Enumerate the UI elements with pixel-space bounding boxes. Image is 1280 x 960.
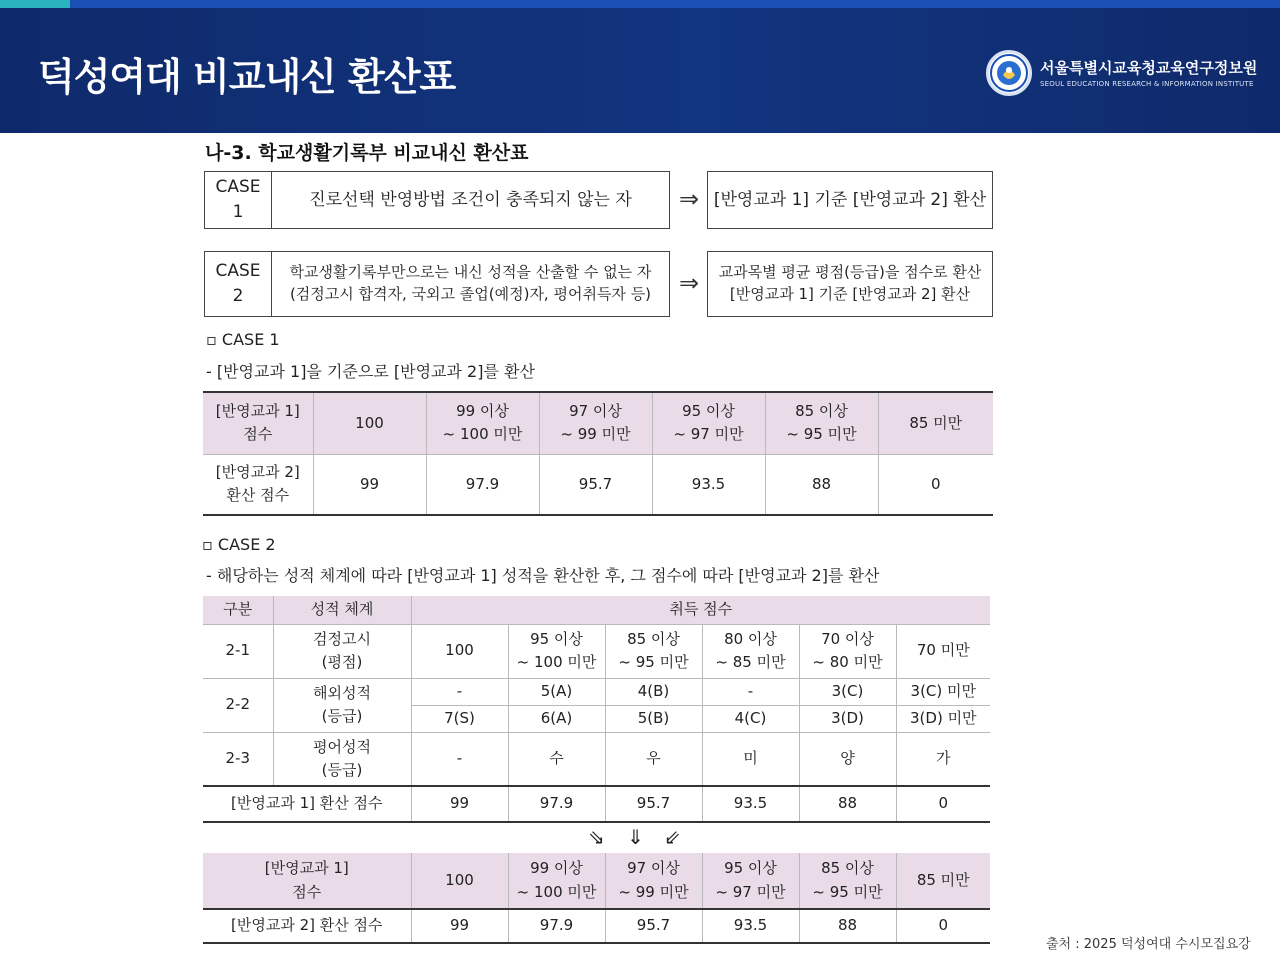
case2-conversion-row <box>203 786 990 822</box>
table-cell: 3(D) <box>799 705 896 732</box>
case1-result: [반영교과 1] 기준 [반영교과 2] 환산 <box>713 189 987 210</box>
table-cell: 80 이상 ~ 85 미만 <box>702 624 799 678</box>
case1-label <box>205 172 271 228</box>
case2-description: - 해당하는 성적 체계에 따라 [반영교과 1] 성적을 환산한 후, 그 점수에 따라 [반영교과 2]를 환산 <box>206 566 880 585</box>
case2-row-2-1 <box>203 624 990 678</box>
table-cell: 88 <box>765 454 878 515</box>
case2-score-row <box>203 853 990 909</box>
down-arrow-icon: ⇓ <box>627 825 644 849</box>
case2-condition <box>272 252 669 316</box>
header-accent-stripe <box>0 0 70 8</box>
page-title: 덕성여대 비교내신 환산표 <box>38 55 456 99</box>
case1-table <box>203 391 993 516</box>
table-cell: 2-2 <box>203 678 273 732</box>
table-cell: 99 <box>313 454 426 515</box>
case2-header-row <box>203 596 990 624</box>
table-cell: 검정고시 (평점) <box>273 624 411 678</box>
table-cell: 100 <box>411 624 508 678</box>
section-title: 나-3. 학교생활기록부 비교내신 환산표 <box>205 142 529 164</box>
table-cell: 93.5 <box>702 909 799 943</box>
case1-description: - [반영교과 1]을 기준으로 [반영교과 2]를 환산 <box>206 362 535 381</box>
table-cell: 99 <box>411 909 508 943</box>
case1-converted-row <box>203 454 993 515</box>
table-cell: 3(D) 미만 <box>896 705 990 732</box>
table-cell: 95 이상 ~ 97 미만 <box>652 392 765 454</box>
case2-row-2-2a <box>203 678 990 705</box>
table-cell: - <box>702 678 799 705</box>
table-cell: 가 <box>896 732 990 786</box>
case2-condition-line2: (검정고시 합격자, 국외고 졸업(예정)자, 평어취득자 등) <box>289 285 652 303</box>
table-cell: 6(A) <box>508 705 605 732</box>
table-cell: 97 이상 ~ 99 미만 <box>539 392 652 454</box>
table-cell: - <box>411 732 508 786</box>
table-cell: 0 <box>896 909 990 943</box>
case2-result-line2: [반영교과 1] 기준 [반영교과 2] 환산 <box>729 285 971 303</box>
table-cell: 99 <box>411 786 508 822</box>
table-header: 취득 점수 <box>411 596 990 624</box>
table-cell: [반영교과 1] 환산 점수 <box>203 786 411 822</box>
table-cell: 70 미만 <box>896 624 990 678</box>
header-banner <box>0 0 1280 133</box>
case1-heading: ▫ CASE 1 <box>206 330 280 349</box>
case2-table <box>203 596 990 823</box>
table-cell: 85 미만 <box>878 392 993 454</box>
table-cell: 95.7 <box>539 454 652 515</box>
down-right-arrow-icon: ⇘ <box>588 825 605 849</box>
table-cell: 7(S) <box>411 705 508 732</box>
case2-label-line2: 2 <box>232 286 244 306</box>
case1-score-row <box>203 392 993 454</box>
table-cell: 99 이상 ~ 100 미만 <box>508 853 605 909</box>
case2-condition-line1: 학교생활기록부만으로는 내신 성적을 산출할 수 없는 자 <box>289 263 652 282</box>
case1-arrow-icon: ⇒ <box>679 185 700 213</box>
case2-condition-box <box>204 251 670 317</box>
case1-condition: 진로선택 반영방법 조건이 충족되지 않는 자 <box>309 189 632 210</box>
table-header: 성적 체계 <box>273 596 411 624</box>
table-cell: 95 이상 ~ 100 미만 <box>508 624 605 678</box>
table-cell: [반영교과 2] 환산 점수 <box>203 909 411 943</box>
table-cell: 수 <box>508 732 605 786</box>
table-header: 구분 <box>203 596 273 624</box>
table-cell: 70 이상 ~ 80 미만 <box>799 624 896 678</box>
org-subtitle: SEOUL EDUCATION RESEARCH & INFORMATION INSTITUTE <box>1040 80 1254 88</box>
case1-label-line2: 1 <box>232 202 244 222</box>
table-cell: 95 이상 ~ 97 미만 <box>702 853 799 909</box>
table-cell: 미 <box>702 732 799 786</box>
table-cell: 0 <box>896 786 990 822</box>
table-cell: 해외성적 (등급) <box>273 678 411 732</box>
table-cell: 99 이상 ~ 100 미만 <box>426 392 539 454</box>
table-cell: 97 이상 ~ 99 미만 <box>605 853 702 909</box>
case2-heading: ▫ CASE 2 <box>202 535 276 554</box>
table-cell: 97.9 <box>426 454 539 515</box>
case2-result-line1: 교과목별 평균 평점(등급)을 점수로 환산 <box>718 263 982 282</box>
case2-final-row <box>203 909 990 943</box>
table-cell: 100 <box>411 853 508 909</box>
table-cell: 5(A) <box>508 678 605 705</box>
case2-result-box <box>707 251 993 317</box>
table-cell: [반영교과 2] 환산 점수 <box>203 454 313 515</box>
table-cell: - <box>411 678 508 705</box>
table-cell: 0 <box>878 454 993 515</box>
case2-arrow-icon: ⇒ <box>679 269 700 297</box>
table-cell: 우 <box>605 732 702 786</box>
table-cell: 3(C) <box>799 678 896 705</box>
case2-result-table <box>203 853 990 944</box>
table-cell: 85 이상 ~ 95 미만 <box>765 392 878 454</box>
case2-label <box>205 252 271 316</box>
table-cell: 95.7 <box>605 909 702 943</box>
down-left-arrow-icon: ⇙ <box>664 825 681 849</box>
table-cell: 93.5 <box>702 786 799 822</box>
table-cell: 93.5 <box>652 454 765 515</box>
table-cell: 95.7 <box>605 786 702 822</box>
table-cell: 85 이상 ~ 95 미만 <box>799 853 896 909</box>
case2-label-line1: CASE <box>215 261 261 282</box>
table-cell: [반영교과 1] 점수 <box>203 392 313 454</box>
org-name: 서울특별시교육청교육연구정보원 <box>1040 59 1258 77</box>
table-cell: 3(C) 미만 <box>896 678 990 705</box>
case2-row-2-3 <box>203 732 990 786</box>
table-cell: 5(B) <box>605 705 702 732</box>
case1-result-box <box>707 171 993 229</box>
case1-label-line1: CASE <box>215 177 261 198</box>
case1-condition-box <box>204 171 670 229</box>
table-cell: 85 미만 <box>896 853 990 909</box>
table-cell: 2-1 <box>203 624 273 678</box>
case2-result <box>708 252 992 316</box>
header-top-stripe <box>0 0 1280 8</box>
table-cell: 88 <box>799 909 896 943</box>
table-cell: 양 <box>799 732 896 786</box>
table-cell: 2-3 <box>203 732 273 786</box>
institute-logo-icon <box>986 50 1032 96</box>
table-cell: [반영교과 1] 점수 <box>203 853 411 909</box>
table-cell: 88 <box>799 786 896 822</box>
table-cell: 97.9 <box>508 909 605 943</box>
table-cell: 평어성적 (등급) <box>273 732 411 786</box>
table-cell: 100 <box>313 392 426 454</box>
document-body <box>0 133 1280 960</box>
table-cell: 4(B) <box>605 678 702 705</box>
table-cell: 97.9 <box>508 786 605 822</box>
table-cell: 85 이상 ~ 95 미만 <box>605 624 702 678</box>
table-cell: 4(C) <box>702 705 799 732</box>
source-caption: 출처 : 2025 덕성여대 수시모집요강 <box>1046 937 1251 952</box>
